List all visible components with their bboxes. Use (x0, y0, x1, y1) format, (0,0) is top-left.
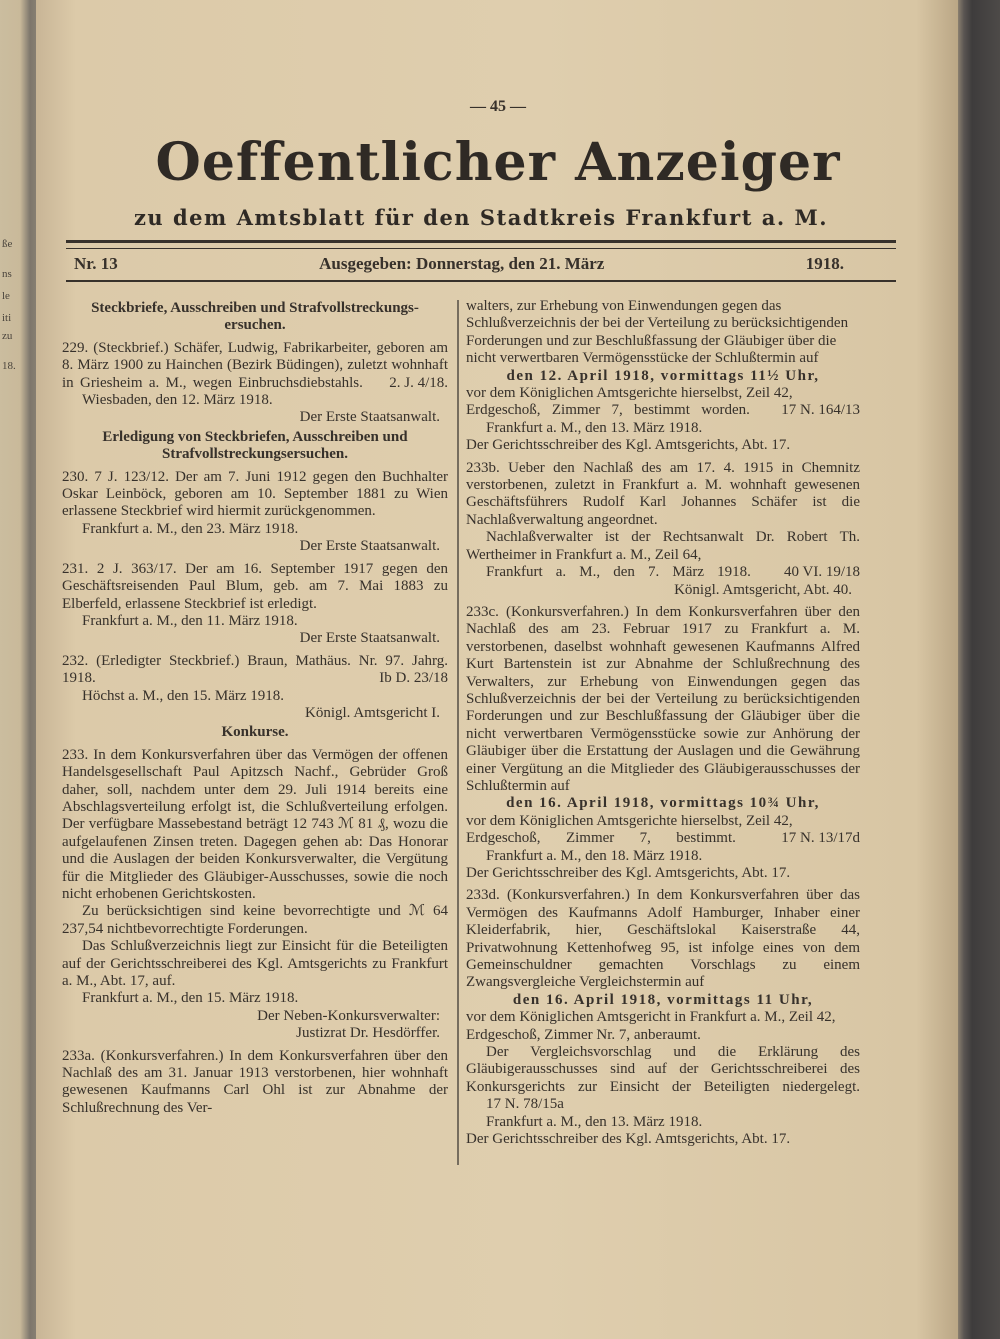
file-reference: 17 N. 13/17d (781, 830, 860, 847)
text-line (466, 298, 860, 368)
signature (62, 538, 448, 555)
block-text: Frankfurt a. M., den 18. März 1918. (486, 847, 703, 864)
block-text: den 16. April 1918, vormittags 11 Uhr, (512, 991, 814, 1008)
notice-paragraph (62, 340, 448, 392)
section-heading (72, 300, 438, 335)
notice-paragraph (466, 460, 860, 530)
file-reference: Ib D. 23/18 (379, 670, 448, 687)
margin-fragment: ße (2, 238, 13, 250)
signature (466, 582, 860, 599)
issue-year: 1918. (805, 254, 844, 273)
section-heading (72, 429, 438, 464)
indented-paragraph (466, 1044, 860, 1114)
block-text: Königl. Amtsgericht I. (305, 704, 440, 721)
notice-paragraph (62, 653, 448, 688)
issue-date: Ausgegeben: Donnerstag, den 21. März (319, 254, 605, 273)
column-divider (457, 300, 459, 1165)
right-column (466, 298, 860, 1149)
text-line (466, 813, 860, 848)
block-text: Der Vergleichsvorschlag und die Erklärung des Gläubigerausschusses sind auf der Gerichtsschreiberei des Konkursgerichts zur Einsicht der Beteiligten niedergelegt. (466, 1044, 860, 1095)
block-text: Steckbriefe, Ausschreiben und Strafvollstreckungsersuchen. (91, 300, 419, 334)
text-line (466, 1131, 860, 1148)
file-reference: 40 VI. 19/18 (784, 564, 860, 581)
dateline (62, 521, 448, 538)
block-text: vor dem Königlichen Amtsgericht in Frankfurt a. M., Zeil 42, Erdgeschoß, Zimmer Nr. 7, anberaumt. (466, 1009, 836, 1043)
block-text: Höchst a. M., den 15. März 1918. (82, 687, 285, 704)
block-text: Frankfurt a. M., den 11. März 1918. (82, 612, 298, 629)
file-reference: 2. J. 4/18. (389, 374, 449, 391)
block-text: 231. 2 J. 363/17. Der am 16. September 1917 gegen den Geschäftsreisenden Paul Blum, geb. am 7. Mai 1883 zu Elberfeld, erlassene Steckbrief ist erledigt. (62, 560, 448, 612)
block-text: Justizrat Dr. Hesdörffer. (296, 1025, 440, 1042)
block-text: 233c. (Konkursverfahren.) In dem Konkursverfahren über den Nachlaß des am 23. Februar 1917 zu Frankfurt a. M. verstorbenen, daselbst wohnhaft gewesenen Kaufmanns Alfred Kurt Bartenstein ist zur Abnahme der Schlußrechnung des Verwalters, zur Erhebung von Einwendungen gegen das Schlußverzeichnis der bei der Verteilung zu berücksichtigenden Forderungen und zur Beschlußfassung der Gläubiger über die nicht verwertbaren Vermögensstücke sowie zur Anhörung der Gläubiger über die Erstattung der Auslagen und die Gewährung einer Vergütung an die Mitglieder des Gläubigerausschusses der Schlußtermin auf (466, 603, 860, 794)
block-text: Das Schlußverzeichnis liegt zur Einsicht für die Beteiligten auf der Gerichtsschreiberei des Kgl. Amtsgerichts zu Frankfurt a. M., Abt. 17, auf. (62, 938, 448, 990)
signature (62, 630, 448, 647)
dateline (62, 688, 448, 705)
block-text: Nachlaßverwalter ist der Rechtsanwalt Dr. Robert Th. Wertheimer in Frankfurt a. M., Zeil 64, (466, 529, 860, 563)
issue-info-line (74, 254, 844, 274)
newspaper-page (36, 0, 960, 1339)
block-text: 233b. Ueber den Nachlaß des am 17. 4. 1915 in Chemnitz verstorbenen, zuletzt in Frankfurt a. M. wohnhaft gewesenen Geschäftsführers Rudolf Karl Johannes Schäfer ist die Nachlaßverwaltung angeordnet. (466, 459, 860, 528)
block-text: den 16. April 1918, vormittags 10¾ Uhr, (506, 795, 820, 812)
block-text: den 12. April 1918, vormittags 11½ Uhr, (506, 367, 820, 384)
block-text: Erledigung von Steckbriefen, Ausschreiben und Strafvollstreckungsersuchen. (102, 428, 408, 463)
block-text: Wiesbaden, den 12. März 1918. (82, 392, 273, 409)
indented-paragraph (62, 938, 448, 990)
notice-paragraph (62, 469, 448, 521)
block-text: 233a. (Konkursverfahren.) In dem Konkursverfahren über den Nachlaß des am 31. Januar 1913 verstorbenen, hier wohnhaft gewesenen Kaufmanns Carl Ohl ist zur Abnahme der Schlußrechnung des Ver- (62, 1047, 448, 1116)
margin-fragment: iti (2, 312, 12, 324)
masthead-subtitle: zu dem Amtsblatt für den Stadtkreis Frankfurt a. M. (133, 205, 829, 230)
block-text: Königl. Amtsgericht, Abt. 40. (674, 581, 852, 598)
file-reference: 17 N. 78/15a (486, 1096, 564, 1113)
appointment-line (466, 795, 860, 812)
text-line (466, 865, 860, 882)
appointment-line (466, 368, 860, 385)
block-text: 229. (Steckbrief.) Schäfer, Ludwig, Fabrikarbeiter, geboren am 8. März 1900 zu Hainchen (Bezirk Büdingen), zuletzt wohnhaft in Griesheim a. M., wegen Einbruchsdiebstahls. (62, 339, 448, 391)
issue-number: Nr. 13 (74, 254, 118, 273)
block-text: Frankfurt a. M., den 15. März 1918. (82, 990, 299, 1007)
text-line (466, 1009, 860, 1044)
block-text: Der Gerichtsschreiber des Kgl. Amtsgerichts, Abt. 17. (466, 437, 791, 454)
indented-paragraph (62, 903, 448, 938)
margin-fragment: 18. (2, 360, 16, 372)
page-number: — 45 — (470, 98, 526, 115)
dateline (466, 848, 860, 865)
dateline (62, 613, 448, 630)
signature (62, 1008, 448, 1025)
block-text: 230. 7 J. 123/12. Der am 7. Juni 1912 gegen den Buchhalter Oskar Leinböck, geboren am 10. September 1881 zu Wien erlassene Steckbrief wird hiermit zurückgenommen. (62, 468, 448, 520)
notice-paragraph (62, 561, 448, 613)
section-heading (72, 724, 438, 741)
margin-fragment: zu (2, 330, 13, 342)
left-column (62, 298, 448, 1117)
margin-fragment: ns (2, 268, 12, 280)
notice-paragraph (466, 887, 860, 991)
margin-fragment: le (2, 290, 10, 302)
indented-paragraph (466, 529, 860, 564)
block-text: 233d. (Konkursverfahren.) In dem Konkursverfahren über das Vermögen des Kaufmanns Adolf Hamburger, Inhaber einer Kleiderfabrik, hier, Geschäftslokal Kaiserstraße 44, Privatwohnung Kettenhofweg 95, ist infolge eines von dem Gemeinschuldner gemachten Vorschlags zu einem Zwangsvergleiche Vergleichstermin auf (466, 887, 860, 991)
block-text: Konkurse. (221, 724, 289, 741)
dateline (62, 392, 448, 409)
block-text: vor dem Königlichen Amtsgerichte hierselbst, Zeil 42, Erdgeschoß, Zimmer 7, bestimmt worden. (466, 385, 793, 419)
text-line (466, 385, 860, 420)
masthead-rule-top (66, 240, 896, 243)
block-text: Frankfurt a. M., den 13. März 1918. (486, 1113, 703, 1130)
block-text: Der Gerichtsschreiber des Kgl. Amtsgerichts, Abt. 17. (466, 1131, 791, 1148)
block-text: Der Erste Staatsanwalt. (299, 630, 440, 647)
masthead-title: Oeffentlicher Anzeiger (155, 132, 841, 193)
block-text: Der Erste Staatsanwalt. (299, 409, 440, 426)
dateline (466, 564, 860, 581)
block-text: Der Erste Staatsanwalt. (299, 538, 440, 555)
block-text: 232. (Erledigter Steckbrief.) Braun, Mathäus. Nr. 97. Jahrg. 1918. (62, 652, 448, 687)
signature (62, 705, 448, 722)
block-text: Der Gerichtsschreiber des Kgl. Amtsgerichts, Abt. 17. (466, 865, 791, 881)
notice-paragraph (62, 1048, 448, 1118)
dateline (62, 990, 448, 1007)
book-cover-left-edge (0, 0, 40, 1339)
notice-paragraph (62, 747, 448, 904)
block-text: walters, zur Erhebung von Einwendungen gegen das Schlußverzeichnis der bei der Verteilung zu berücksichtigenden Forderungen und zur Beschlußfassung der Gläubiger über die nicht verwertbaren Vermögensstücke der Schlußtermin auf (466, 298, 849, 367)
book-binding-right-edge (958, 0, 1000, 1339)
dateline (466, 1114, 860, 1131)
signature (62, 409, 448, 426)
block-text: Frankfurt a. M., den 23. März 1918. (82, 520, 299, 537)
signature (62, 1025, 448, 1042)
masthead-rule-bottom (66, 280, 896, 282)
file-reference: 17 N. 164/13 (781, 402, 860, 419)
masthead-rule-thin (66, 248, 896, 249)
block-text: Der Neben-Konkursverwalter: (257, 1007, 440, 1024)
notice-paragraph (466, 604, 860, 795)
block-text: vor dem Königlichen Amtsgerichte hierselbst, Zeil 42, Erdgeschoß, Zimmer 7, bestimmt. (466, 812, 793, 847)
block-text: Frankfurt a. M., den 13. März 1918. (486, 419, 703, 436)
appointment-line (466, 992, 860, 1009)
dateline (466, 420, 860, 437)
block-text: Zu berücksichtigen sind keine bevorrechtigte und ℳ 64 237,54 nichtbevorrechtigte Forderungen. (62, 903, 448, 937)
block-text: Frankfurt a. M., den 7. März 1918. (486, 564, 751, 581)
text-line (466, 437, 860, 454)
block-text: 233. In dem Konkursverfahren über das Vermögen der offenen Handelsgesellschaft Paul Apitzsch Nachf., Gebrüder Groß daher, soll, nachdem unter dem 29. Juli 1914 bereits eine Abschlagsverteilung erfolgt ist, die Schlußverteilung erfolgen. Der verfügbare Massebestand beträgt 12 743 ℳ 81 ₰, wozu die aufgelaufenen Zinsen treten. Dagegen gehen ab: Das Honorar und die Auslagen der beiden Konkursverwalter, die Vergütung für die Mitglieder des Gläubiger-Ausschusses, sowie die noch nicht erhobenen Gerichtskosten. (62, 746, 448, 902)
